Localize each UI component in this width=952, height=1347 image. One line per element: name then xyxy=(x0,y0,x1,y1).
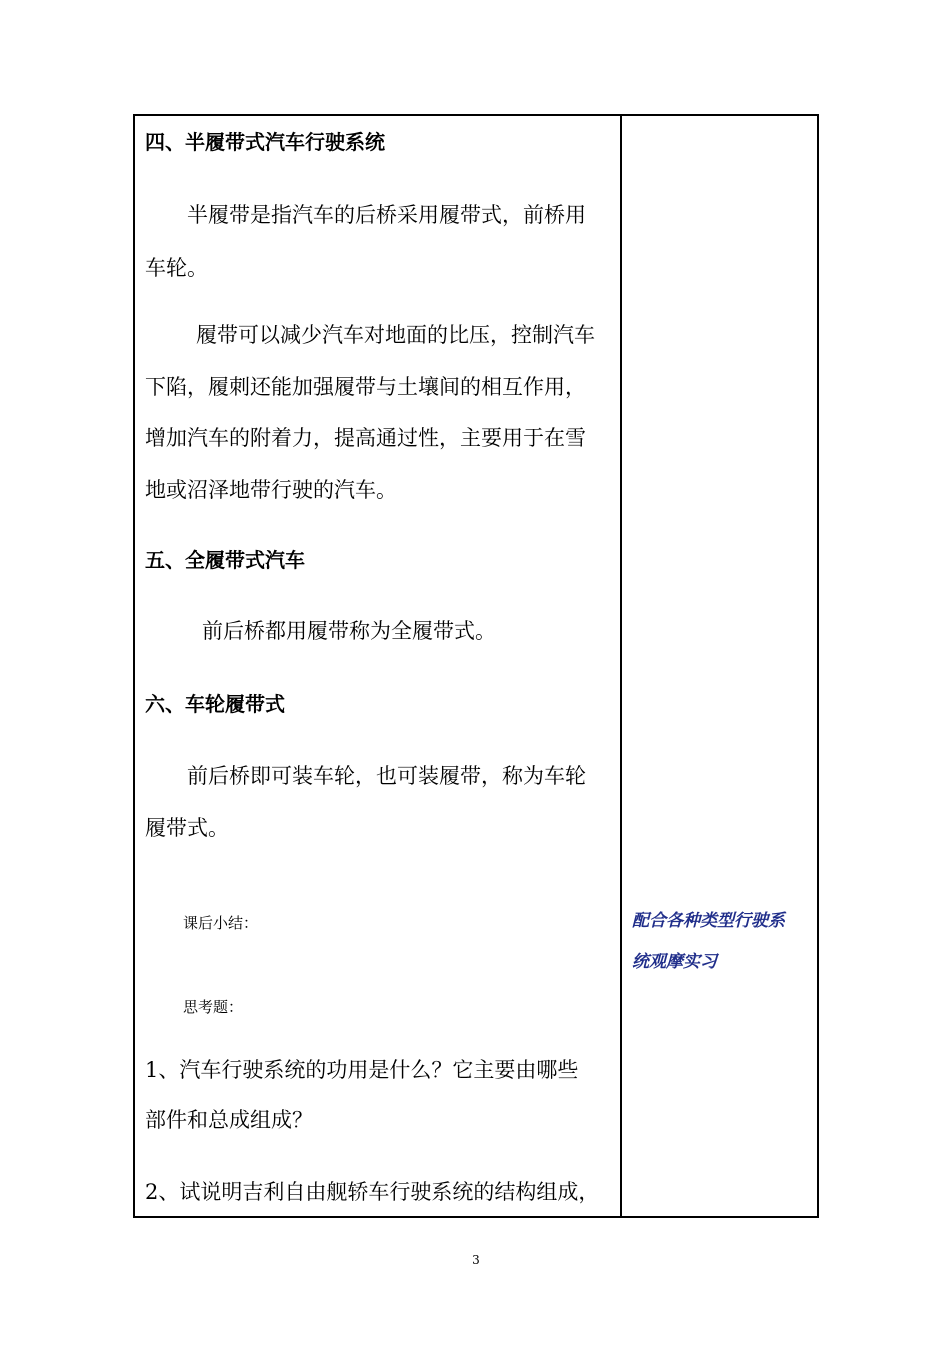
lesson-table xyxy=(133,114,819,1218)
heading-full-track: 五、全履带式汽车 xyxy=(145,548,305,572)
side-note-line1: 配合各种类型行驶系 xyxy=(632,911,785,931)
heading-half-track: 四、半履带式汽车行驶系统 xyxy=(145,130,385,154)
question-2-line1: 2、试说明吉利自由舰轿车行驶系统的结构组成， xyxy=(145,1180,600,1204)
para-wheel-track-line2: 履带式。 xyxy=(145,816,229,840)
questions-label: 思考题： xyxy=(183,998,244,1016)
para-full-track-line1: 前后桥都用履带称为全履带式。 xyxy=(202,619,496,643)
page-number: 3 xyxy=(472,1253,480,1267)
question-1-line2: 部件和总成组成？ xyxy=(145,1108,313,1132)
para-half-track-line2: 车轮。 xyxy=(145,256,208,280)
column-divider xyxy=(620,114,622,1218)
summary-label: 课后小结： xyxy=(183,914,259,932)
heading-wheel-track: 六、车轮履带式 xyxy=(145,692,285,716)
side-note-line2: 统观摩实习 xyxy=(632,952,717,972)
para-wheel-track-line1: 前后桥即可装车轮，也可装履带，称为车轮 xyxy=(187,764,586,788)
para-track-line1: 履带可以减少汽车对地面的比压，控制汽车 xyxy=(196,323,595,347)
para-track-line4: 地或沼泽地带行驶的汽车。 xyxy=(145,478,397,502)
para-track-line2: 下陷，履刺还能加强履带与土壤间的相互作用， xyxy=(145,375,586,399)
para-half-track-line1: 半履带是指汽车的后桥采用履带式，前桥用 xyxy=(187,203,586,227)
para-track-line3: 增加汽车的附着力，提高通过性，主要用于在雪 xyxy=(145,426,586,450)
question-1-line1: 1、汽车行驶系统的功用是什么？它主要由哪些 xyxy=(145,1058,579,1082)
